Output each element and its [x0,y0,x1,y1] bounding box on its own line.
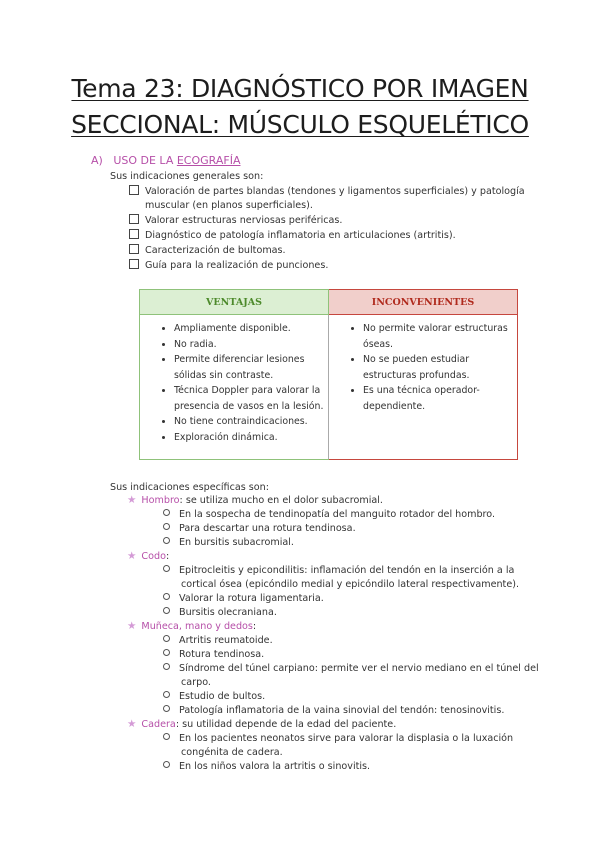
inconveniente-item: • Es una técnica operador-dependiente. [363,383,513,414]
ventaja-item: • No tiene contraindicaciones. [174,414,324,430]
inconveniente-item: • No se pueden estudiar estructuras profundas. [363,352,513,383]
title-line-1: Tema 23: DIAGNÓSTICO POR IMAGEN [71,74,529,103]
hombro-label: Hombro [141,495,180,506]
checkbox-icon [129,259,139,269]
star-icon: ★ [127,494,137,506]
star-icon: ★ [127,620,137,632]
muneca-item-text: Rotura tendinosa. [179,649,265,660]
cadera-item [163,732,513,745]
muneca-item-text: Patología inflamatoria de la vaina sinovial del tendón: tenosinovitis. [179,705,505,716]
muneca-item-text: Artritis reumatoide. [179,635,273,646]
muneca-item-text: Síndrome del túnel carpiano: permite ver el nervio mediano en el túnel del [179,663,539,674]
general-item-text: Diagnóstico de patología inflamatoria en articulaciones (artritis). [145,230,456,241]
general-item [129,185,525,198]
circle-bullet-icon [163,593,170,600]
muneca-item-continuation: carpo. [181,677,211,688]
section-highlight: ECOGRAFÍA [176,154,241,167]
inconvenientes-header: INCONVENIENTES [329,290,518,315]
section-letter: A) [91,154,103,167]
checkbox-icon [129,214,139,224]
cadera-item [163,760,370,773]
circle-bullet-icon [163,733,170,740]
muneca-item-text: Estudio de bultos. [179,691,266,702]
circle-bullet-icon [163,635,170,642]
circle-bullet-icon [163,537,170,544]
codo-label: Codo [141,551,166,562]
circle-bullet-icon [163,761,170,768]
ventaja-item: • Exploración dinámica. [174,430,324,446]
ventajas-header: VENTAJAS [140,290,329,315]
codo-item-text: Valorar la rotura ligamentaria. [179,593,324,604]
hombro-heading [127,494,383,507]
muneca-item [163,690,265,703]
general-item-text: Guía para la realización de punciones. [145,260,329,271]
cadera-item-text: En los niños valora la artritis o sinovitis. [179,761,371,772]
codo-heading [127,550,169,563]
codo-item [163,592,324,605]
title-line-2: SECCIONAL: MÚSCULO ESQUELÉTICO [71,110,529,139]
codo-item [163,564,514,577]
codo-item-text: Epitrocleitis y epicondilitis: inflamación del tendón en la inserción a la [179,565,515,576]
general-item [129,214,342,227]
cadera-label: Cadera [141,719,176,730]
hombro-item [163,522,356,535]
cadera-item-continuation: congénita de cadera. [181,747,283,758]
ventaja-item: • Técnica Doppler para valorar la presencia de vasos en la lesión. [174,383,324,414]
circle-bullet-icon [163,705,170,712]
general-item-text: Valoración de partes blandas (tendones y ligamentos superficiales) y patología [145,186,525,197]
ventajas-cell [140,315,329,460]
cadera-text: : su utilidad depende de la edad del paciente. [175,719,397,730]
circle-bullet-icon [163,509,170,516]
hombro-item-text: Para descartar una rotura tendinosa. [179,523,356,534]
ventaja-item: • Ampliamente disponible. [174,321,324,337]
checkbox-icon [129,244,139,254]
hombro-item-text: En la sospecha de tendinopatía del manguito rotador del hombro. [179,509,496,520]
muneca-item [163,634,273,647]
general-item [129,259,328,272]
muneca-item [163,662,539,675]
checkbox-icon [129,229,139,239]
cadera-item-text: En los pacientes neonatos sirve para valorar la displasia o la luxación [179,733,514,744]
muneca-text: : [252,621,257,632]
inconveniente-item: • No permite valorar estructuras óseas. [363,321,513,352]
section-a-heading [91,154,240,167]
codo-item [163,606,277,619]
muneca-heading [127,620,256,633]
hombro-item [163,536,294,549]
ventaja-item: • Permite diferenciar lesiones sólidas sin contraste. [174,352,324,383]
general-item-continuation: muscular (en planos superficiales). [145,200,313,211]
general-item-text: Caracterización de bultomas. [145,245,286,256]
star-icon: ★ [127,550,137,562]
muneca-item [163,648,264,661]
star-icon: ★ [127,718,137,730]
muneca-label: Muñeca, mano y dedos [141,621,253,632]
inconvenientes-cell [329,315,518,460]
circle-bullet-icon [163,565,170,572]
ventaja-item: • No radia. [174,337,324,353]
circle-bullet-icon [163,649,170,656]
pros-cons-table [139,289,518,460]
specific-intro: Sus indicaciones específicas son: [110,482,269,493]
general-item [129,229,456,242]
section-prefix: USO DE LA [113,154,174,167]
cadera-heading [127,718,396,731]
codo-item-continuation: cortical ósea (epicóndilo medial y epicóndilo lateral respectivamente). [181,579,520,590]
hombro-item-text: En bursitis subacromial. [179,537,294,548]
general-intro: Sus indicaciones generales son: [110,171,264,182]
codo-text: : [165,551,170,562]
circle-bullet-icon [163,607,170,614]
hombro-item [163,508,495,521]
general-item [129,244,286,257]
muneca-item [163,704,504,717]
circle-bullet-icon [163,663,170,670]
codo-item-text: Bursitis olecraniana. [179,607,277,618]
checkbox-icon [129,185,139,195]
circle-bullet-icon [163,691,170,698]
hombro-text: : se utiliza mucho en el dolor subacromial. [179,495,383,506]
general-item-text: Valorar estructuras nerviosas periféricas. [145,215,343,226]
circle-bullet-icon [163,523,170,530]
